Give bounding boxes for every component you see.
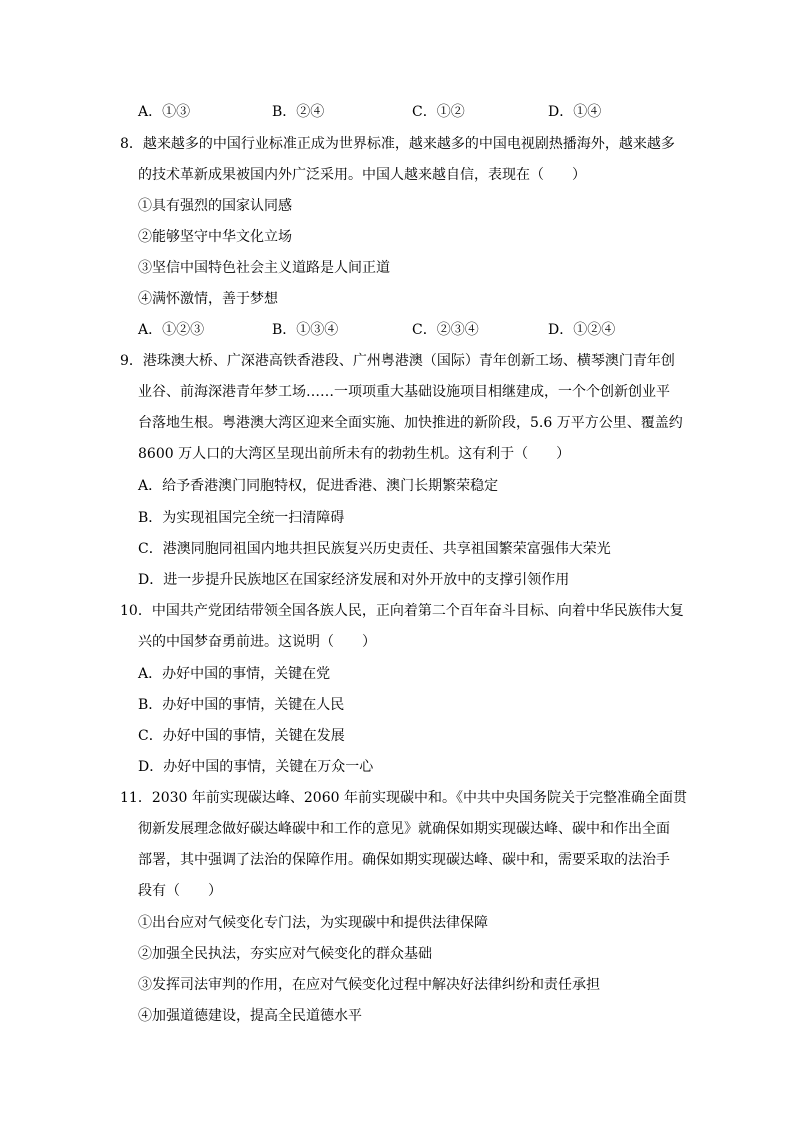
q10-option-a[interactable]: A．办好中国的事情，关键在党 bbox=[138, 666, 331, 682]
q8-item-4: ④满怀激情，善于梦想 bbox=[138, 291, 278, 307]
q11-item-4: ④加强道德建设，提高全民道德水平 bbox=[138, 1008, 362, 1024]
q9-stem-line-1: 9．港珠澳大桥、广深港高铁香港段、广州粤港澳（国际）青年创新工场、横琴澳门青年创 bbox=[120, 353, 675, 369]
q7-option-c[interactable]: C．①② bbox=[412, 104, 465, 120]
q8-stem-line-2: 的技术革新成果被国内外广泛采用。中国人越来越自信，表现在（ ） bbox=[138, 167, 586, 183]
q9-stem-line-2: 业谷、前海深港青年梦工场……一项项重大基础设施项目相继建成，一个个创新创业平 bbox=[138, 384, 670, 400]
q10-stem-line-1: 10．中国共产党团结带领全国各族人民，正向着第二个百年奋斗目标、向着中华民族伟大复 bbox=[120, 603, 684, 619]
q11-stem-line-3: 部署，其中强调了法治的保障作用。确保如期实现碳达峰、碳中和，需要采取的法治手 bbox=[138, 852, 670, 868]
q10-option-d[interactable]: D．办好中国的事情，关键在万众一心 bbox=[138, 759, 374, 775]
q8-options bbox=[138, 320, 658, 340]
q7-option-d[interactable]: D．①④ bbox=[548, 104, 602, 120]
q11-item-3: ③发挥司法审判的作用，在应对气候变化过程中解决好法律纠纷和责任承担 bbox=[138, 977, 600, 993]
q8-option-b[interactable]: B．①③④ bbox=[272, 322, 339, 338]
q8-item-2: ②能够坚守中华文化立场 bbox=[138, 229, 292, 245]
q8-stem-line-1: 8．越来越多的中国行业标准正成为世界标准，越来越多的中国电视剧热播海外，越来越多 bbox=[120, 136, 675, 152]
q8-option-a[interactable]: A．①②③ bbox=[138, 322, 205, 338]
q8-item-1: ①具有强烈的国家认同感 bbox=[138, 198, 292, 214]
q10-stem-line-2: 兴的中国梦奋勇前进。这说明（ ） bbox=[138, 634, 376, 650]
q8-option-c[interactable]: C．②③④ bbox=[412, 322, 479, 338]
q11-stem-line-4: 段有（ ） bbox=[138, 883, 222, 899]
q9-option-a[interactable]: A．给予香港澳门同胞特权，促进香港、澳门长期繁荣稳定 bbox=[138, 478, 499, 494]
q8-option-d[interactable]: D．①②④ bbox=[548, 322, 616, 338]
q9-stem-line-4: 8600 万人口的大湾区呈现出前所未有的勃勃生机。这有利于（ ） bbox=[138, 446, 571, 462]
q9-option-b[interactable]: B．为实现祖国完全统一扫清障碍 bbox=[138, 510, 345, 526]
q10-option-c[interactable]: C．办好中国的事情，关键在发展 bbox=[138, 728, 345, 744]
q11-stem-line-2: 彻新发展理念做好碳达峰碳中和工作的意见》就确保如期实现碳达峰、碳中和作出全面 bbox=[138, 821, 670, 837]
q9-stem-line-3: 台落地生根。粤港澳大湾区迎来全面实施、加快推进的新阶段，5.6 万平方公里、覆盖约 bbox=[138, 415, 683, 431]
q9-option-d[interactable]: D．进一步提升民族地区在国家经济发展和对外开放中的支撑引领作用 bbox=[138, 572, 570, 588]
q7-option-b[interactable]: B．②④ bbox=[272, 104, 325, 120]
q8-item-3: ③坚信中国特色社会主义道路是人间正道 bbox=[138, 260, 390, 276]
q9-option-c[interactable]: C．港澳同胞同祖国内地共担民族复兴历史责任、共享祖国繁荣富强伟大荣光 bbox=[138, 541, 611, 557]
q11-item-2: ②加强全民执法，夯实应对气候变化的群众基础 bbox=[138, 946, 432, 962]
q11-stem-line-1: 11．2030 年前实现碳达峰、2060 年前实现碳中和。《中共中央国务院关于完整准确全面贯 bbox=[120, 790, 687, 806]
q7-option-a[interactable]: A．①③ bbox=[138, 104, 191, 120]
q7-options bbox=[138, 102, 658, 122]
q10-option-b[interactable]: B．办好中国的事情，关键在人民 bbox=[138, 697, 345, 713]
q11-item-1: ①出台应对气候变化专门法，为实现碳中和提供法律保障 bbox=[138, 915, 488, 931]
